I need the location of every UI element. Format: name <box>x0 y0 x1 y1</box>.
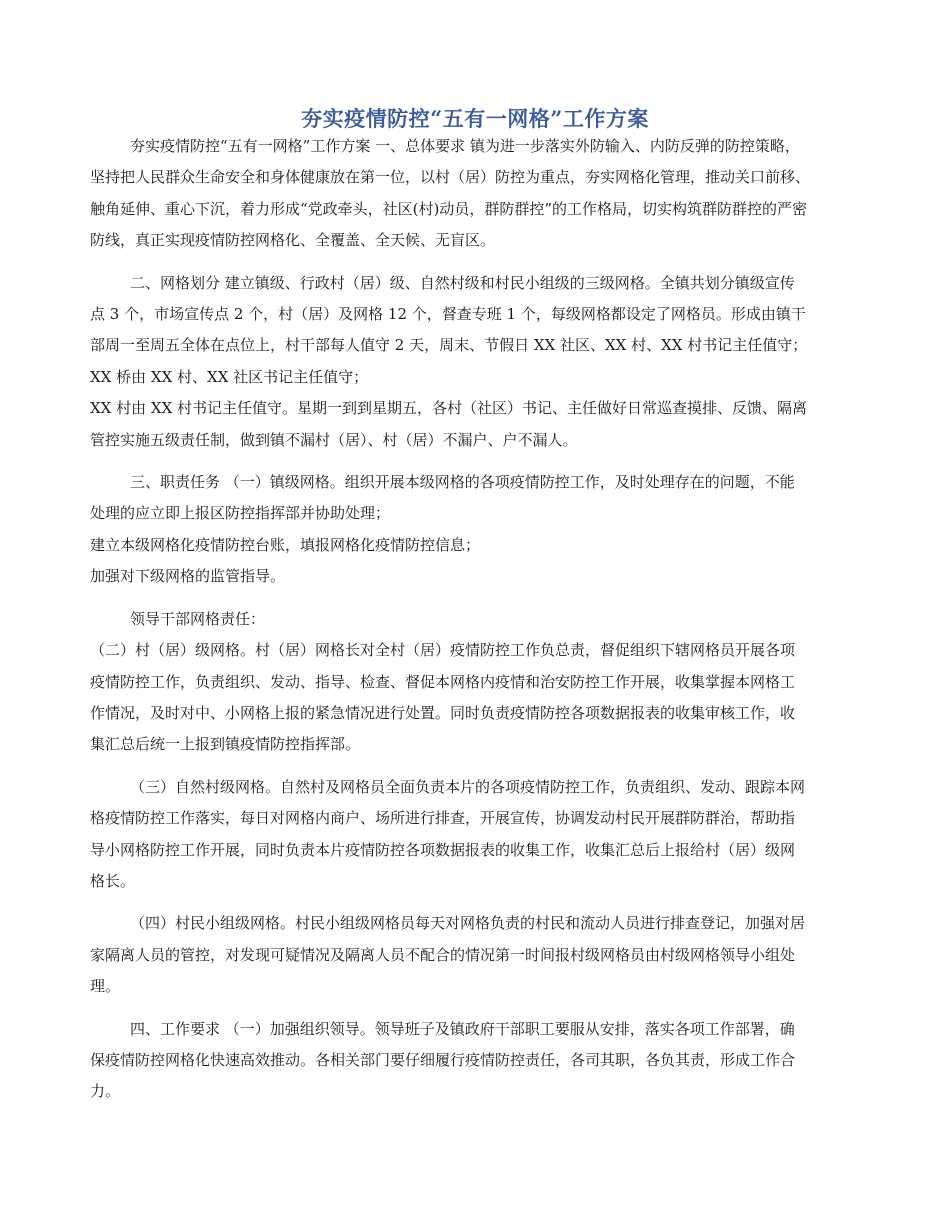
paragraph-line: 作情况，及时对中、小网格上报的紧急情况进行处置。同时负责疫情防控各项数据报表的收集审核工作，收 <box>90 703 796 722</box>
paragraph-line: 三、职责任务 （一）镇级网格。组织开展本级网格的各项疫情防控工作，及时处理存在的问题，不能 <box>130 473 795 492</box>
paragraph-line: 部周一至周五全体在点位上，村干部每人值守 2 天，周末、节假日 XX 社区、XX 村、XX 村书记主任值守； <box>90 336 808 355</box>
paragraph-line: 夯实疫情防控“五有一网格”工作方案 一、总体要求 镇为进一步落实外防输入、内防反弹的防控策略， <box>130 137 800 155</box>
paragraph-line: 触角延伸、重心下沉，着力形成“党政牵头，社区(村)动员，群防群控”的工作格局，切实构筑群防群控的严密 <box>90 199 808 218</box>
paragraph-line: （三）自然村级网格。自然村及网格员全面负责本片的各项疫情防控工作，负责组织、发动、跟踪本网 <box>130 777 806 796</box>
paragraph-line: 格长。 <box>90 871 136 890</box>
paragraph-line: 疫情防控工作，负责组织、发动、指导、检查、督促本网格内疫情和治安防控工作开展，收集掌握本网格工 <box>90 672 796 691</box>
paragraph <box>90 268 862 456</box>
paragraph-line: 点 3 个，市场宣传点 2 个，村（居）及网格 12 个，督查专班 1 个，每级网格都设定了网格员。形成由镇干 <box>90 305 806 324</box>
paragraph-line: 保疫情防控网格化快速高效推动。各相关部门要仔细履行疫情防控责任，各司其职，各负其责，形成工作合 <box>90 1050 796 1069</box>
paragraph-line: 集汇总后统一上报到镇疫情防控指挥部。 <box>90 735 361 754</box>
paragraph-line: 管控实施五级责任制，做到镇不漏村（居）、村（居）不漏户、户不漏人。 <box>90 430 578 449</box>
paragraph-line: 加强对下级网格的监管指导。 <box>90 567 286 586</box>
paragraph <box>90 467 862 593</box>
paragraph-line: （四）村民小组级网格。村民小组级网格员每天对网格负责的村民和流动人员进行排查登记，加强对居 <box>130 914 806 933</box>
paragraph-line: 理。 <box>90 977 121 996</box>
paragraph-line: 建立本级网格化疫情防控台账，填报网格化疫情防控信息； <box>90 535 481 554</box>
paragraph <box>90 908 862 1002</box>
paragraph-line: XX 村由 XX 村书记主任值守。星期一到到星期五，各村（社区）书记、主任做好日常巡查摸排、反馈、隔离 <box>90 399 808 418</box>
paragraph-line: 领导干部网格责任： <box>130 609 266 628</box>
paragraph-line: 四、工作要求 （一）加强组织领导。领导班子及镇政府干部职工要服从安排，落实各项工作部署，确 <box>130 1019 795 1038</box>
paragraph-line: 家隔离人员的管控，对发现可疑情况及隔离人员不配合的情况第一时间报村级网格员由村级网格领导小组处 <box>90 945 796 964</box>
paragraph <box>90 131 862 257</box>
document-title: 夯实疫情防控“五有一网格”工作方案 <box>301 106 649 131</box>
paragraph <box>90 604 862 635</box>
paragraph-line: （二）村（居）级网格。村（居）网格长对全村（居）疫情防控工作负总责，督促组织下辖网格员开展各项 <box>90 641 796 660</box>
paragraph <box>90 1014 862 1108</box>
paragraph-line: 坚持把人民群众生命安全和身体健康放在第一位，以村（居）防控为重点，夯实网格化管理，推动关口前移、 <box>90 168 811 187</box>
paragraph-line: 格疫情防控工作落实，每日对网格内商户、场所进行排查，开展宣传，协调发动村民开展群防群治，帮助指 <box>90 809 796 828</box>
paragraph-line: 力。 <box>90 1082 121 1101</box>
paragraph-line: 防线，真正实现疫情防控网格化、全覆盖、全天候、无盲区。 <box>90 231 496 250</box>
paragraph-line: 导小网格防控工作开展，同时负责本片疫情防控各项数据报表的收集工作，收集汇总后上报给村（居）级网 <box>90 840 796 859</box>
paragraph <box>90 635 862 761</box>
paragraph-line: 处理的应立即上报区防控指挥部并协助处理； <box>90 504 391 523</box>
paragraph-line: 二、网格划分 建立镇级、行政村（居）级、自然村级和村民小组级的三级网格。全镇共划分镇级宣传 <box>130 273 795 292</box>
paragraph <box>90 772 862 898</box>
document-body <box>90 131 862 1108</box>
paragraph-line: XX 桥由 XX 村、XX 社区书记主任值守； <box>90 367 369 386</box>
